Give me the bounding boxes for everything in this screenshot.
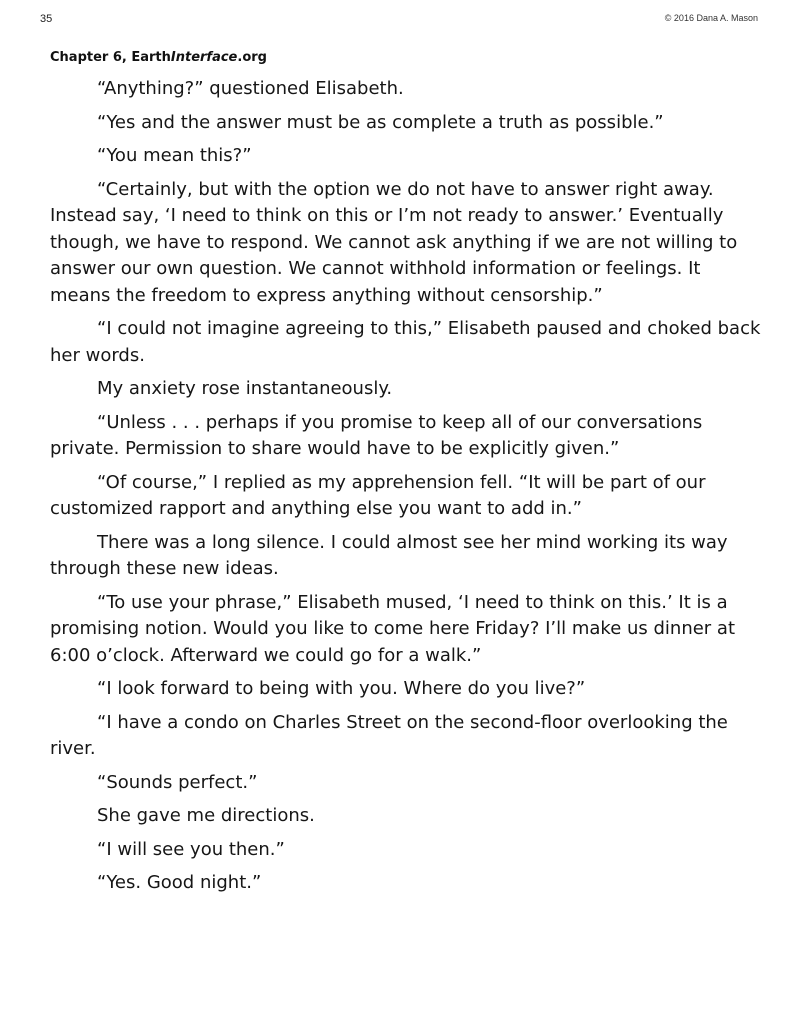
paragraph: “I could not imagine agreeing to this,” Elisabeth paused and choked back her words. xyxy=(50,318,761,366)
paragraph: “I look forward to being with you. Where do you live?” xyxy=(97,678,586,699)
chapter-heading xyxy=(50,50,267,65)
paragraph: She gave me directions. xyxy=(97,805,315,826)
chapter-heading-italic: Interface xyxy=(170,50,238,65)
paragraph: “Anything?” questioned Elisabeth. xyxy=(97,78,404,99)
chapter-heading-prefix: Chapter 6, Earth xyxy=(50,50,171,65)
paragraph: “Yes and the answer must be as complete a truth as possible.” xyxy=(97,111,664,133)
body-text xyxy=(50,76,762,904)
page-number: 35 xyxy=(40,13,53,25)
paragraph: “I will see you then.” xyxy=(97,838,285,860)
paragraph: “I have a condo on Charles Street on the second-floor overlooking the river. xyxy=(50,711,728,759)
paragraph: “Unless . . . perhaps if you promise to keep all of our conversations private. Permission to share would have to be explicitly given.” xyxy=(50,411,703,459)
paragraph: “To use your phrase,” Elisabeth mused, ‘I need to think on this.’ It is a promising notion. Would you like to come here Friday? I’ll make us dinner at 6:00 o’clock. Afterward we could go for a walk.” xyxy=(50,591,736,666)
paragraph: “Of course,” I replied as my apprehension fell. “It will be part of our customized rapport and anything else you want to add in.” xyxy=(50,471,706,519)
copyright-notice: © 2016 Dana A. Mason xyxy=(664,13,758,23)
paragraph: My anxiety rose instantaneously. xyxy=(97,378,393,399)
paragraph: “Yes. Good night.” xyxy=(97,872,262,893)
paragraph: There was a long silence. I could almost see her mind working its way through these new ideas. xyxy=(50,531,728,579)
paragraph: “You mean this?” xyxy=(97,145,252,166)
paragraph: “Sounds perfect.” xyxy=(97,771,258,793)
chapter-heading-suffix: .org xyxy=(237,50,267,65)
paragraph: “Certainly, but with the option we do not have to answer right away. Instead say, ‘I need to think on this or I’m not ready to answer.’ Eventually though, we have to respond. We cannot ask anything if we are not willing to answer our own question. We cannot withhold information or feelings. It means the freedom to express anything without censorship.” xyxy=(50,178,738,306)
